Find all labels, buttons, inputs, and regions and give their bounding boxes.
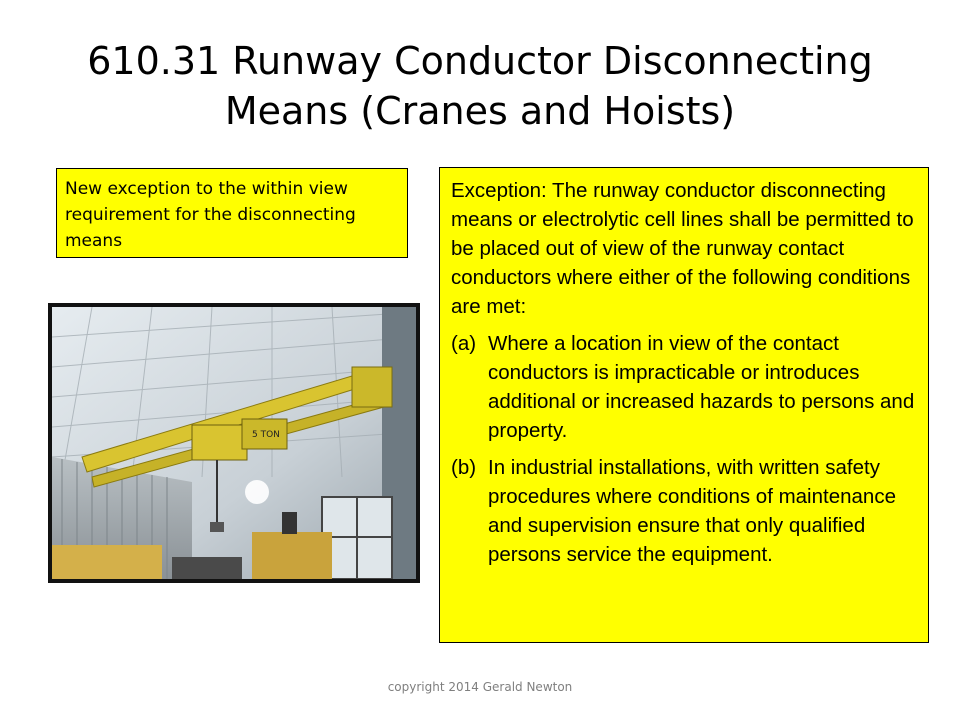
exception-item-b (451, 453, 918, 569)
crane-marking: 5 TON (252, 430, 280, 440)
slide-title: 610.31 Runway Conductor Disconnecting Means (Cranes and Hoists) (87, 39, 873, 133)
exception-text-box (439, 167, 929, 643)
item-text: In industrial installations, with written safety procedures where conditions of maintenance and supervision ensure that only qualified persons service the equipment. (488, 456, 896, 566)
copyright-footer: copyright 2014 Gerald Newton (387, 680, 573, 694)
crane-photo (48, 303, 420, 583)
exception-item-a (451, 329, 918, 445)
item-label: (b) (451, 456, 477, 479)
exception-intro: Exception: The runway conductor disconnecting means or electrolytic cell lines shall be permitted to be placed out of view of the runway contact conductors where either of the following conditions are met: (451, 179, 914, 318)
exception-note-box: New exception to the within view requirement for the disconnecting means (56, 168, 408, 258)
item-text: Where a location in view of the contact conductors is impracticable or introduces additional or increased hazards to persons and property. (488, 332, 915, 442)
overhead-crane-illustration (52, 307, 416, 579)
item-label: (a) (451, 332, 477, 355)
